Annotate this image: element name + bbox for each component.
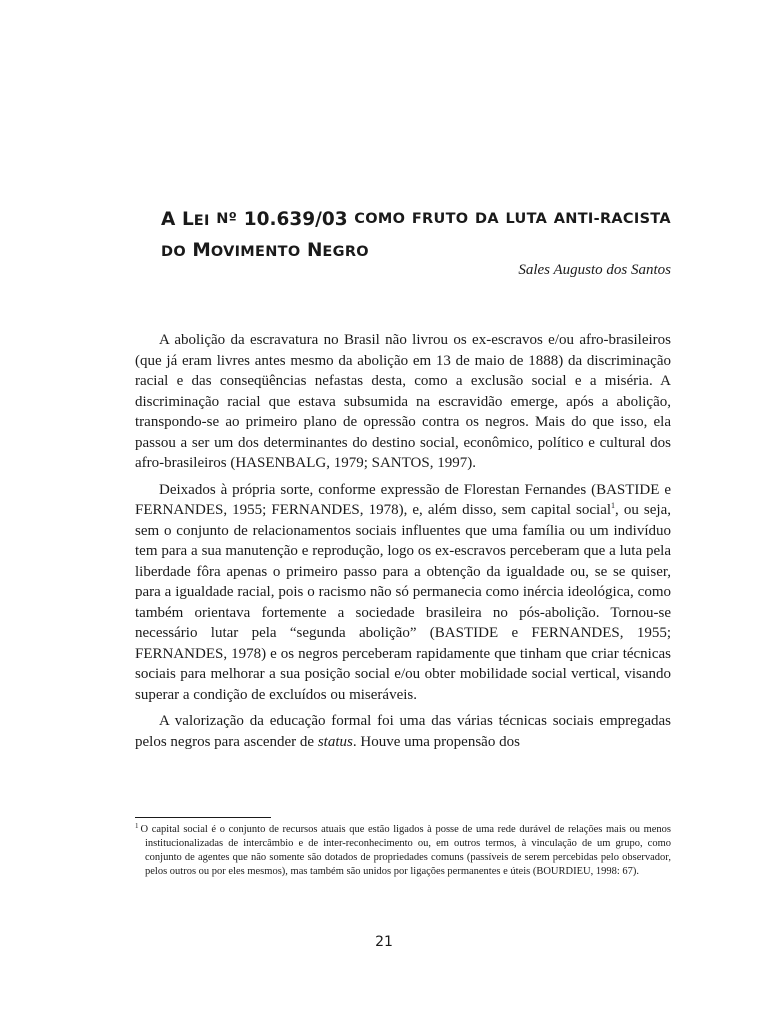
title-word: MOVIMENTO: [192, 240, 301, 261]
footnote-marker[interactable]: 1: [611, 501, 616, 510]
title-word: FRUTO: [411, 211, 469, 227]
footnote-number: 1: [135, 821, 139, 830]
chapter-title-line-1: [161, 205, 671, 236]
title-word: DO: [161, 244, 186, 260]
title-word: 10.639/03: [243, 209, 348, 230]
title-word: COMO: [354, 211, 406, 227]
title-word: LUTA: [505, 211, 548, 227]
author-name: Sales Augusto dos Santos: [518, 262, 671, 278]
footnote: [135, 823, 671, 879]
title-word: DA: [475, 211, 499, 227]
title-word: Nº: [216, 211, 238, 227]
chapter-title: [161, 205, 671, 267]
paragraph: A abolição da escravatura no Brasil não livrou os ex-escravos e/ou afro-brasileiros (que já eram livres antes mesmo da abolição em 13 de maio de 1888) da discriminação racial e das conseqüências nefastas desta, como a exclusão social e a miséria. A discriminação racial que estava subsumida na escravidão emerge, após a abolição, transpondo-se ao primeiro plano de opressão contra os negros. Mais do que isso, ela passou a ser um dos determinantes do destino social, econômico, político e cultural dos afro-brasileiros (HASENBALG, 1979; SANTOS, 1997).: [135, 332, 671, 471]
title-word: NEGRO: [306, 240, 369, 261]
body-text: [135, 330, 671, 758]
footnote-divider: [135, 817, 271, 818]
paragraph: Deixados à própria sorte, conforme expressão de Florestan Fernandes (BASTIDE e FERNANDES, 1955; FERNANDES, 1978), e, além disso, sem capital social$^1$, ou seja, sem o conjunto de relacionamentos sociais influentes que uma família ou um indivíduo tem para a sua manutenção e reprodução, logo os ex-escravos perceberam que a luta pela liberdade fôra apenas o primeiro passo para a obtenção da igualdade ou, se se quiser, para a igualdade racial, pois o racismo não só permanecia como inércia ideológica, como também orientava fortemente a sociedade brasileira no pós-abolição. Tornou-se necessário lutar pela “segunda abolição” (BASTIDE e FERNANDES, 1955; FERNANDES, 1978) e os negros perceberam rapidamente que tinham que criar técnicas sociais para melhorar a sua posição social e/ou obter mobilidade social vertical, visando superar a condição de excluídos ou miseráveis.: [135, 481, 671, 703]
footnote-text: O capital social é o conjunto de recursos atuais que estão ligados à posse de uma rede durável de relações mais ou menos institucionalizadas de intercâmbio e de inter-reconhecimento ou, em outros termos, à vinculação de um grupo, como conjunto de agentes que não somente são dotados de propriedades comuns (passíveis de serem percebidas pelo observador, pelos outros ou por eles mesmos), mas também são unidos por ligações permanentes e úteis (BOURDIEU, 1998: 67).: [140, 824, 671, 877]
title-word: ANTI-RACISTA: [553, 211, 671, 227]
title-word: A: [161, 209, 176, 230]
title-word: LEI: [181, 209, 210, 230]
paragraph: A valorização da educação formal foi uma das várias técnicas sociais empregadas pelos negros para ascender de status. Houve uma propensão dos: [135, 713, 671, 750]
page-number: 21: [375, 934, 393, 950]
